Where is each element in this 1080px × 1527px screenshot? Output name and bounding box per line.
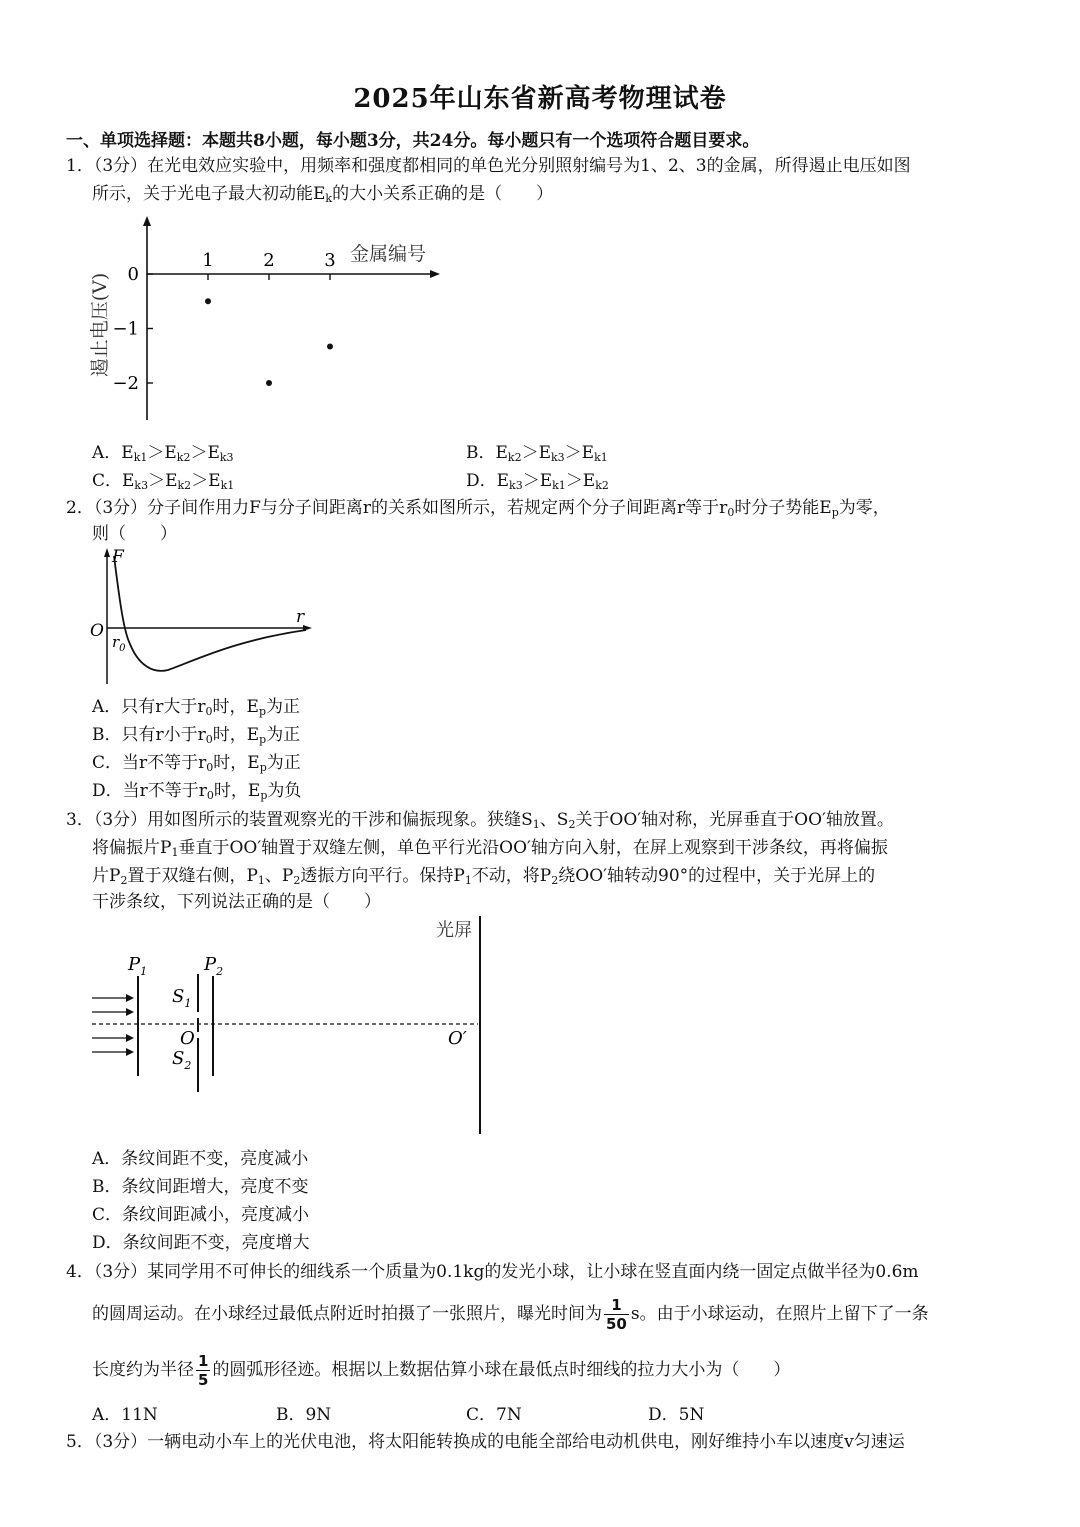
fig1-scatter-chart [80, 210, 460, 435]
q2-option-b[interactable]: B．只有r小于$r_0$时，$E_p$为正 [92, 725, 301, 746]
q4-option-c[interactable]: C．7N [466, 1405, 522, 1425]
fig3-p2-label: $P_2$ [204, 954, 224, 978]
q4-line1: 4．（3分）某同学用不可伸长的细线系一个质量为0.1kg的发光小球，让小球在竖直面内绕一固定点做半径为0.6m [66, 1262, 919, 1282]
q1-line2: 所示，关于光电子最大初动能$E_k$的大小关系正确的是（ ） [92, 184, 554, 205]
q1-option-b[interactable]: B．$E_{k2}>E_{k3}>E_{k1}$ [466, 443, 608, 464]
page-title: 2025年山东省新高考物理试卷 [353, 84, 727, 114]
q3-option-d[interactable]: D．条纹间距不变，亮度增大 [92, 1233, 310, 1253]
fig2-f-arrow [104, 548, 110, 557]
fig3-p1-label: $P_1$ [128, 954, 148, 978]
fig1-y-label: 遏止电压(V) [89, 272, 111, 378]
q2-line2: 则（ ） [92, 524, 177, 544]
q3-line3: 片$P_2$置于双缝右侧，$P_1$、$P_2$透振方向平行。保持$P_1$不动，将$P_2$绕OO′轴转动90°的过程中，关于光屏上的 [92, 866, 876, 887]
fig1-x-label: 金属编号 [350, 243, 427, 265]
fig1-data-point [205, 298, 211, 304]
q1-option-d[interactable]: D．$E_{k3}>E_{k1}>E_{k2}$ [466, 471, 609, 492]
fig2-force-curve [86, 544, 326, 692]
fig3-s2-label: $S_2$ [172, 1048, 192, 1072]
q5-line1: 5．（3分）一辆电动小车上的光伏电池，将太阳能转换成的电能全部给电动机供电，刚好维持小车以速度v匀速运 [66, 1432, 905, 1452]
q1-option-a[interactable]: A．$E_{k1}>E_{k2}>E_{k3}$ [92, 443, 234, 464]
fig1-x-tick-label: 1 [202, 250, 214, 271]
fig2-curve [114, 556, 306, 671]
q4-option-b[interactable]: B．9N [276, 1405, 332, 1425]
fig1-x-tick-label: 3 [324, 250, 336, 271]
q3-line1: 3．（3分）用如图所示的装置观察光的干涉和偏振现象。狭缝$S_1$、$S_2$关于OO′轴对称，光屏垂直于OO′轴放置。 [66, 810, 894, 831]
fig1-y-tick-label: 0 [127, 264, 139, 285]
q2-line1: 2．（3分）分子间作用力F与分子间距离r的关系如图所示，若规定两个分子间距离r等于$r_0$时分子势能$E_p$为零， [66, 498, 890, 519]
q2-option-a[interactable]: A．只有r大于$r_0$时，$E_p$为正 [92, 697, 300, 718]
fig1-y-tick-label: −2 [112, 373, 139, 394]
section-heading: 一、单项选择题：本题共8小题，每小题3分，共24分。每小题只有一个选项符合题目要求。 [66, 131, 760, 151]
fig1-x-arrow [430, 270, 440, 278]
q1-option-c[interactable]: C．$E_{k3}>E_{k2}>E_{k1}$ [92, 471, 235, 492]
q2-option-c[interactable]: C．当r不等于$r_0$时，$E_p$为正 [92, 753, 301, 774]
fig1-data-point [327, 343, 333, 349]
fig1-y-arrow [143, 216, 151, 226]
fig2-F-label: F [112, 547, 124, 567]
fig2-r0-label: $r_0$ [112, 633, 126, 654]
q3-line2: 将偏振片$P_1$垂直于OO′轴置于双缝左侧，单色平行光沿OO′轴方向入射，在屏上观察到干涉条纹，再将偏振 [92, 838, 888, 859]
fig3-apparatus [88, 914, 488, 1138]
fig1-y-tick-label: −1 [112, 318, 139, 340]
q3-option-b[interactable]: B．条纹间距增大，亮度不变 [92, 1177, 309, 1197]
fig2-origin-label: O [90, 621, 104, 641]
fig3-screen-label: 光屏 [436, 920, 472, 941]
q3-option-c[interactable]: C．条纹间距减小，亮度减小 [92, 1205, 310, 1225]
q3-option-a[interactable]: A．条纹间距不变，亮度减小 [92, 1149, 309, 1169]
fig3-oprime-label: O′ [448, 1028, 467, 1049]
q4-option-d[interactable]: D．5N [648, 1405, 705, 1425]
q4-fraction-1-50: $\frac{1}{50}$ [606, 1296, 627, 1333]
fig3-o-label: O [180, 1028, 195, 1049]
q3-line4: 干涉条纹，下列说法正确的是（ ） [92, 892, 381, 912]
q4-option-a[interactable]: A．11N [92, 1405, 158, 1425]
q4-fraction-1-5: $\frac{1}{5}$ [198, 1352, 209, 1389]
fig1-x-tick-label: 2 [263, 250, 275, 271]
q4-line2: 的圆周运动。在小球经过最低点附近时拍摄了一张照片，曝光时间为 $\frac{1}{50}$ s。由于小球运动，在照片上留下了一条 [92, 1296, 929, 1333]
q2-option-d[interactable]: D．当r不等于$r_0$时，$E_p$为负 [92, 781, 302, 802]
fig3-s1-label: $S_1$ [172, 986, 192, 1010]
fig2-r-label: r [296, 607, 305, 627]
fig1-data-point [266, 380, 272, 386]
q1-line1: 1．（3分）在光电效应实验中，用频率和强度都相同的单色光分别照射编号为1、2、3的金属，所得遏止电压如图 [66, 156, 911, 176]
fig3-incident-light [92, 994, 134, 1056]
q4-line3: 长度约为半径 $\frac{1}{5}$ 的圆弧形径迹。根据以上数据估算小球在最低点时细线的拉力大小为（ ） [92, 1352, 791, 1389]
